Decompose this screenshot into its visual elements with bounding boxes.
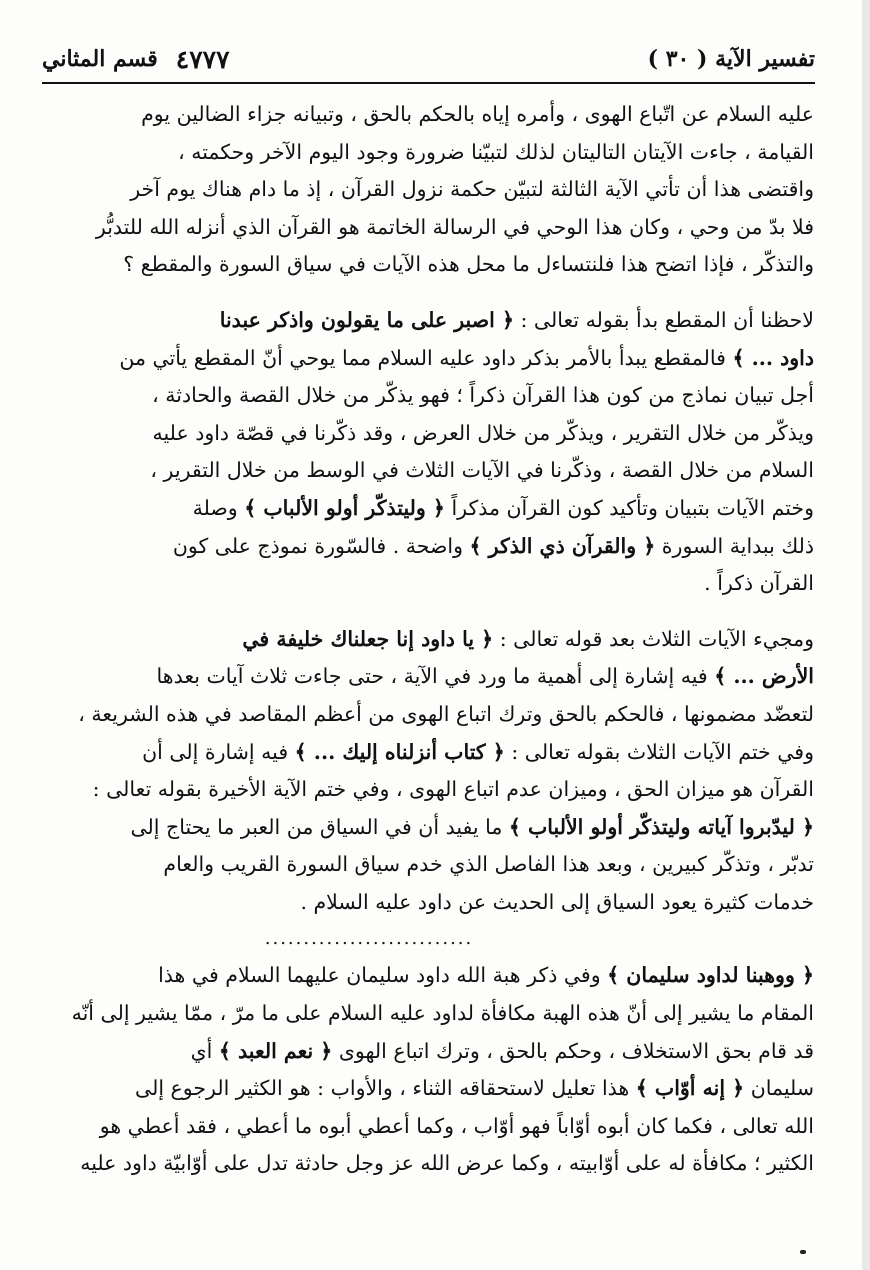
section-name: قسم المثاني	[42, 46, 158, 72]
paragraph	[44, 96, 814, 284]
text-segment: فلا بدّ من وحي ، وكان هذا الوحي في الرسالة الخاتمة هو القرآن الذي أنزله الله للتدبُّر	[95, 214, 814, 239]
text-segment: وفي ختم الآيات الثلاث بقوله تعالى :	[504, 739, 814, 764]
text-line	[44, 209, 814, 247]
quran-quote: ﴿ كتاب أنزلناه إليك ... ﴾	[294, 739, 505, 764]
text-segment: ما يفيد أن في السياق من العبر ما يحتاج إلى	[130, 814, 509, 839]
text-line	[44, 565, 814, 603]
text-segment: تدبّر ، وتذكّر كبيرين ، وبعد هذا الفاصل الذي خدم سياق السورة القريب والعام	[163, 852, 814, 877]
header-rule	[42, 82, 815, 84]
page-number: ٤٧٧٧	[175, 44, 230, 74]
text-segment: لاحظنا أن المقطع بدأ بقوله تعالى :	[513, 307, 814, 332]
text-segment: وصلة	[192, 495, 245, 520]
paragraph	[44, 957, 814, 1183]
text-line	[44, 377, 814, 415]
text-segment: ومجيء الآيات الثلاث بعد قوله تعالى :	[493, 626, 814, 651]
text-segment: الكثير ؛ مكافأة له على أوّابيته ، وكما عرض الله عز وجل حادثة تدل على أوّابيّة داود عليه	[80, 1151, 814, 1176]
paragraph-gap	[44, 603, 814, 621]
text-line	[44, 957, 814, 995]
text-line	[44, 415, 814, 453]
text-line	[44, 1108, 814, 1146]
text-segment: أي	[190, 1038, 219, 1063]
header-left	[42, 45, 230, 74]
text-line	[44, 1070, 814, 1108]
text-segment: واضحة . فالسّورة نموذج على كون	[172, 533, 470, 558]
text-segment: السلام من خلال القصة ، وذكّرنا في الآيات الثلاث في الوسط من خلال التقرير ،	[150, 458, 814, 483]
text-line	[44, 1145, 814, 1183]
text-segment: ويذكّر من خلال التقرير ، ويذكّر من خلال العرض ، وقد ذكّرنا في قصّة داود عليه	[152, 420, 814, 445]
running-header	[42, 40, 815, 78]
text-segment: لتعضّد مضمونها ، فالحكم بالحق وترك اتباع الهوى من أعظم المقاصد في هذه الشريعة ،	[78, 701, 814, 726]
text-segment: فيه إشارة إلى أهمية ما ورد في الآية ، حتى جاءت ثلاث آيات بعدها	[156, 664, 715, 689]
quran-quote: الأرض ... ﴾	[714, 664, 814, 689]
text-segment: هذا تعليل لاستحقاقه الثناء ، والأواب : هو الكثير الرجوع إلى	[134, 1076, 636, 1101]
paragraph	[44, 621, 814, 922]
text-line	[44, 658, 814, 696]
text-line	[44, 340, 814, 378]
text-line	[44, 771, 814, 809]
text-segment: أجل تبيان نماذج من كون هذا القرآن ذكراً ؛ فهو يذكّر من خلال القصة والحادثة ،	[152, 383, 814, 408]
text-line	[44, 884, 814, 922]
text-line	[44, 171, 814, 209]
quran-quote: ﴿ وليتذكّر أولو الألباب ﴾	[244, 495, 445, 520]
quran-quote: ﴿ يا داود إنا جعلناك خليفة في	[242, 626, 494, 651]
text-segment: المقام ما يشير إلى أنّ هذه الهبة مكافأة لداود عليه السلام على ما مرّ ، ممّا يشير إلى أنّه	[71, 1001, 814, 1026]
text-segment: قد قام بحق الاستخلاف ، وحكم بالحق ، وترك اتباع الهوى	[332, 1038, 814, 1063]
text-line	[44, 528, 814, 566]
quran-quote: داود ... ﴾	[732, 345, 814, 370]
separator-dots: ...........................	[264, 928, 474, 950]
text-line	[44, 134, 814, 172]
paragraph-gap	[44, 284, 814, 302]
text-segment: وختم الآيات بتبيان وتأكيد كون القرآن مذكراً	[444, 495, 814, 520]
text-segment: والتذكّر ، فإذا اتضح هذا فلنتساءل ما محل هذه الآيات في سياق السورة والمقطع ؟	[123, 252, 814, 277]
quran-quote: ﴿ نعم العبد ﴾	[218, 1038, 333, 1063]
header-title: تفسير الآية ( ٣٠ )	[647, 46, 815, 72]
text-line	[44, 452, 814, 490]
text-line	[44, 1033, 814, 1071]
text-segment: عليه السلام عن اتّباع الهوى ، وأمره إياه بالحكم بالحق ، وتبيانه جزاء الضالين يوم	[141, 102, 814, 126]
page-body	[44, 96, 814, 1183]
text-line	[44, 734, 814, 772]
quran-quote: ﴿ اصبر على ما يقولون واذكر عبدنا	[219, 307, 514, 332]
text-segment: فالمقطع يبدأ بالأمر بذكر داود عليه السلام مما يوحي أنّ المقطع يأتي من	[119, 345, 733, 370]
page-edge	[862, 0, 870, 1270]
text-line	[44, 246, 814, 284]
text-line	[44, 809, 814, 847]
text-segment: وفي ذكر هبة الله داود سليمان عليهما السلام في هذا	[158, 963, 608, 988]
text-line	[44, 302, 814, 340]
text-line	[44, 995, 814, 1033]
paragraph	[44, 302, 814, 603]
text-segment: واقتضى هذا أن تأتي الآية الثالثة لتبيّن حكمة نزول القرآن ، إذ ما دام هناك يوم آخر	[130, 177, 814, 202]
quran-quote: ﴿ ليدّبروا آياته وليتذكّر أولو الألباب ﴾	[508, 814, 814, 839]
text-line	[44, 490, 814, 528]
quran-quote: ﴿ والقرآن ذي الذكر ﴾	[469, 533, 656, 558]
text-segment: القرآن ذكراً .	[704, 571, 814, 596]
section-separator	[44, 921, 814, 957]
text-line	[44, 96, 814, 134]
page-mark	[800, 1250, 806, 1254]
text-segment: الله تعالى ، فكما كان أبوه أوّاباً فهو أوّاب ، وكما أعطي أبوه ما أعطي ، فقد أعطي هو	[99, 1113, 814, 1138]
text-segment: القيامة ، جاءت الآيتان التاليتان لذلك لتبيّنا ضرورة وجود اليوم الآخر وحكمته ،	[178, 139, 814, 164]
quran-quote: ﴿ إنه أوّاب ﴾	[635, 1076, 745, 1101]
text-segment: سليمان	[744, 1076, 814, 1101]
text-line	[44, 621, 814, 659]
text-segment: خدمات كثيرة يعود السياق إلى الحديث عن داود عليه السلام .	[300, 889, 814, 914]
quran-quote: ﴿ ووهبنا لداود سليمان ﴾	[607, 963, 814, 988]
text-line	[44, 696, 814, 734]
text-segment: القرآن هو ميزان الحق ، وميزان عدم اتباع الهوى ، وفي ختم الآية الأخيرة بقوله تعالى :	[92, 777, 814, 802]
text-segment: ذلك ببداية السورة	[655, 533, 814, 558]
text-segment: فيه إشارة إلى أن	[142, 739, 295, 764]
text-line	[44, 846, 814, 884]
